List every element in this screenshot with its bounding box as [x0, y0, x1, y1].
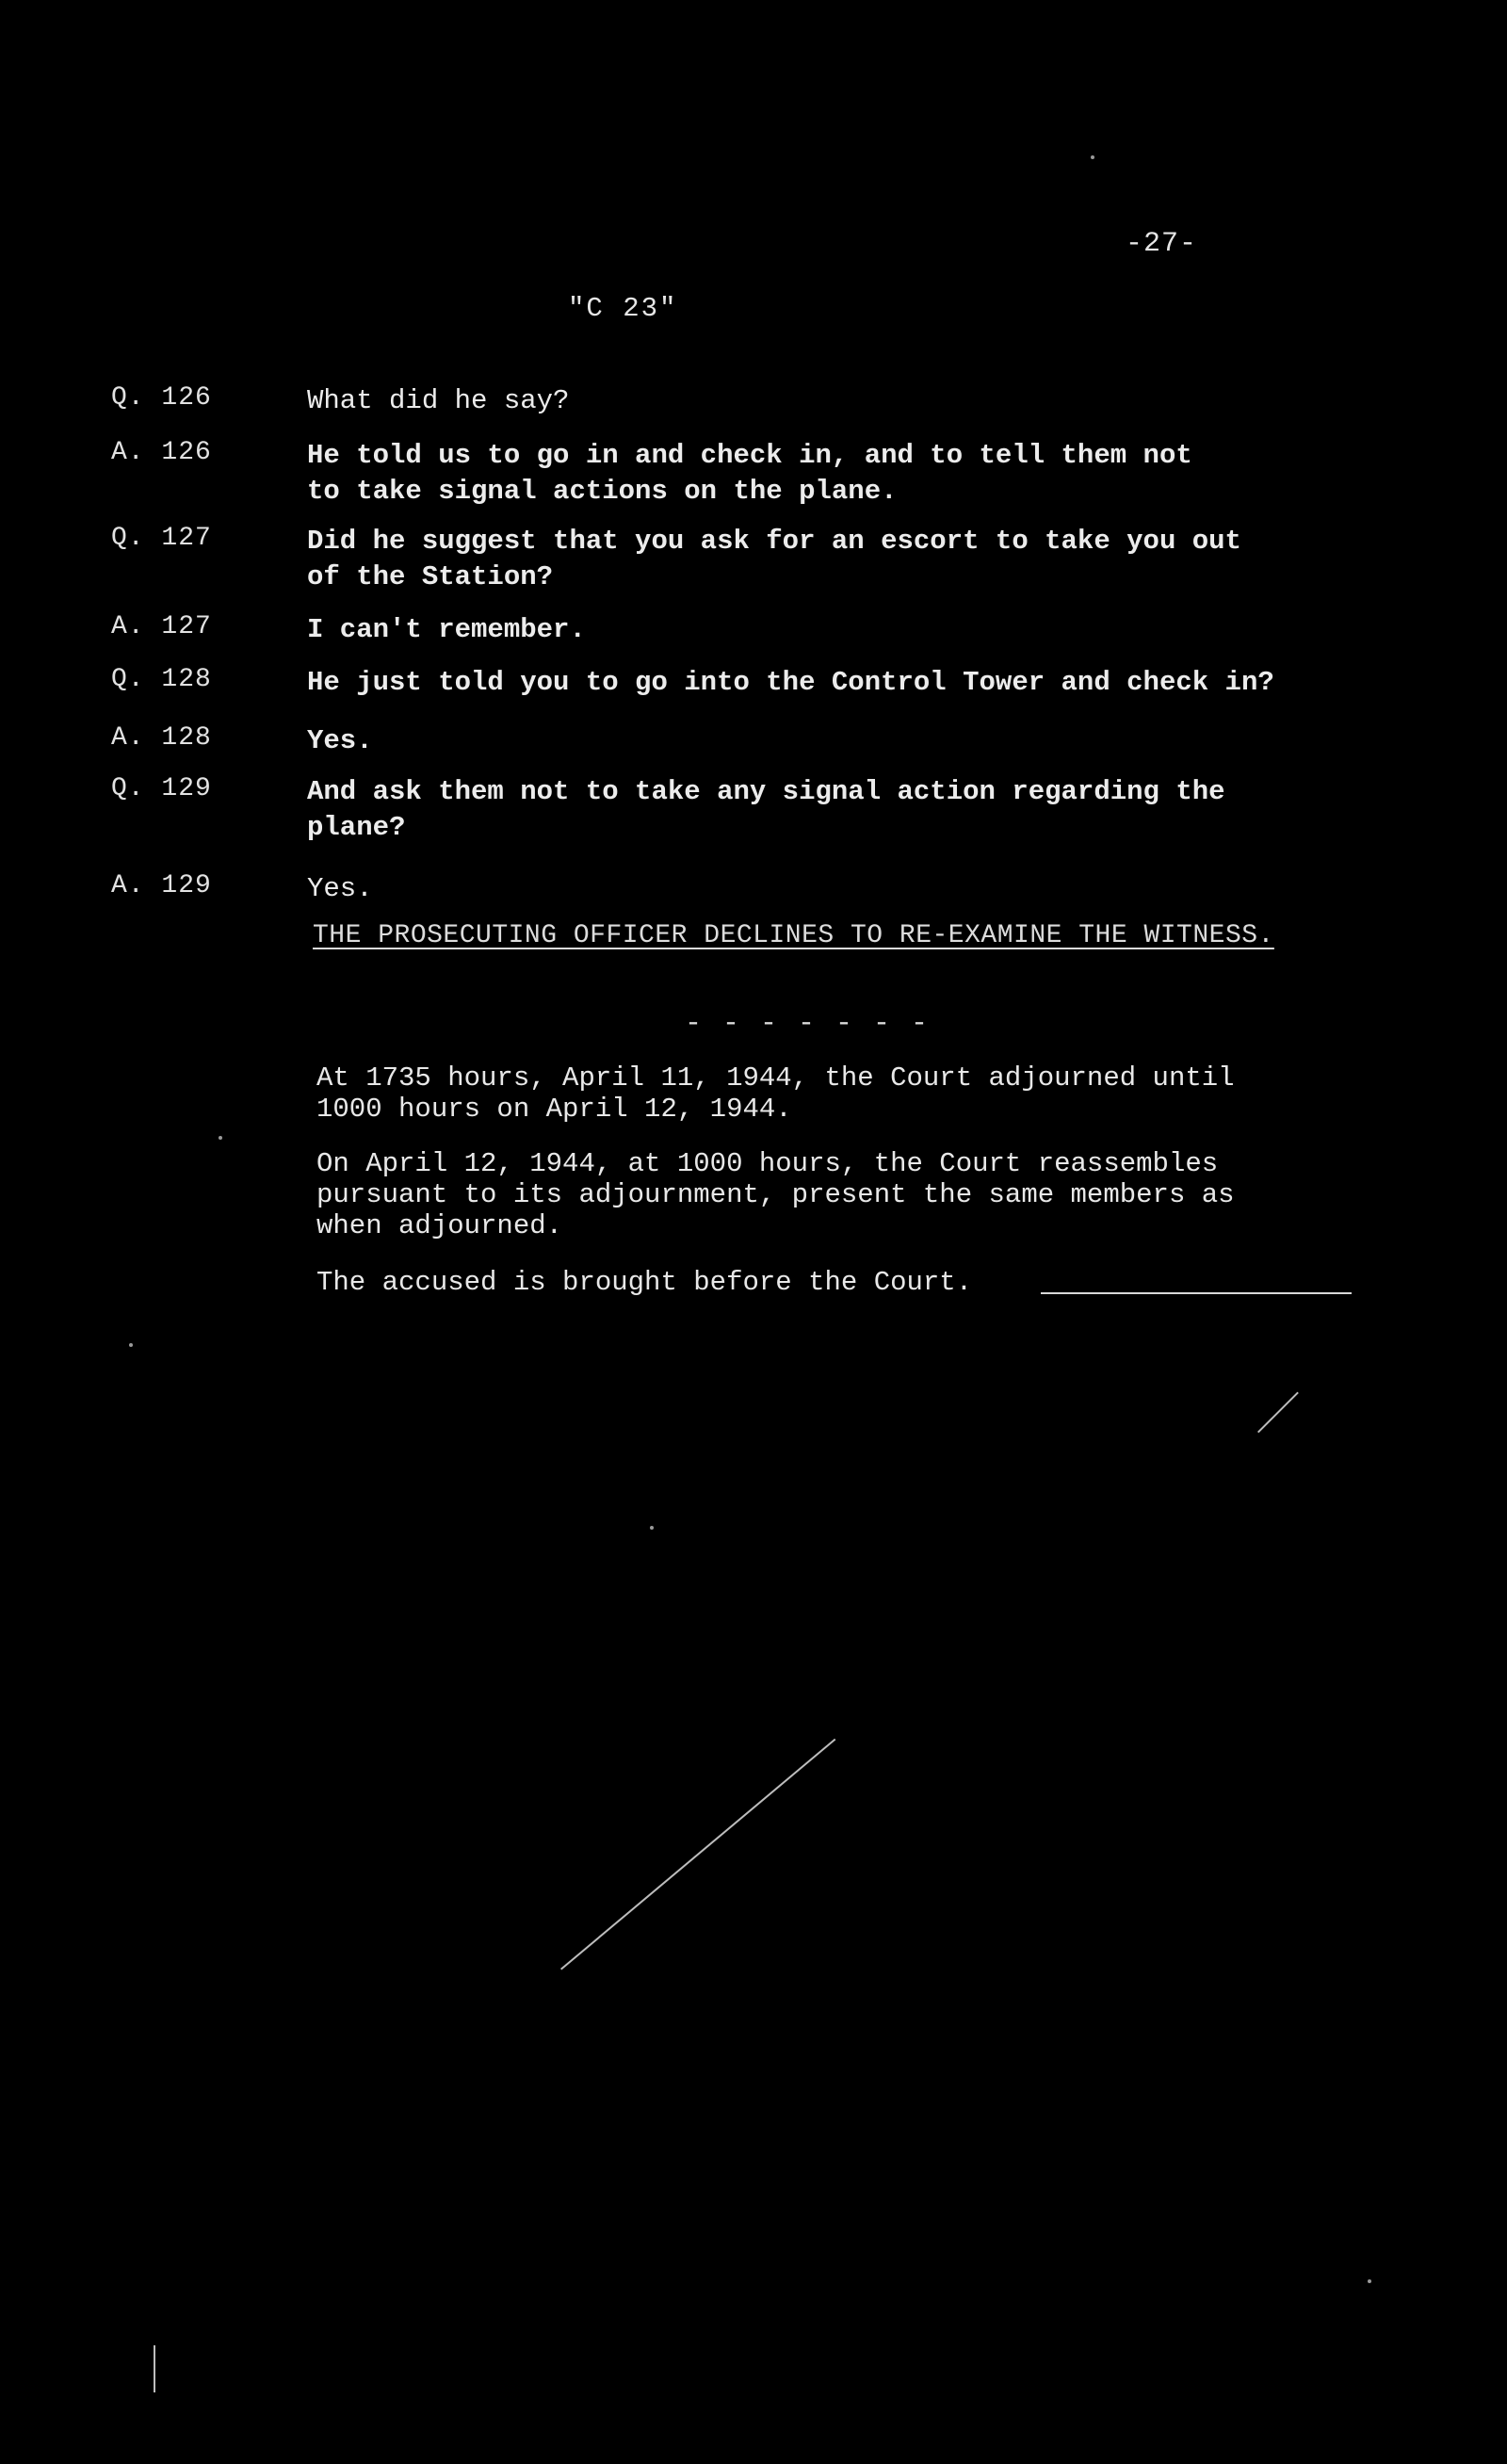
qa-text: Yes.	[307, 725, 373, 756]
qa-text: Did he suggest that you ask for an escort to take you out of the Station?	[307, 526, 1241, 592]
qa-label: Q. 129	[111, 774, 212, 803]
qa-label: Q. 128	[111, 665, 212, 694]
reassembly-paragraph: On April 12, 1944, at 1000 hours, the Court reassembles pursuant to its adjournment, present the same members as when adjourned.	[316, 1148, 1235, 1241]
signature-line	[1041, 1292, 1352, 1294]
adjournment-paragraph: At 1735 hours, April 11, 1944, the Court adjourned until 1000 hours on April 12, 1944.	[316, 1062, 1235, 1125]
scan-speck	[219, 1136, 222, 1140]
scan-speck	[650, 1526, 654, 1530]
qa-label: A. 126	[111, 438, 212, 467]
qa-label: A. 129	[111, 871, 212, 900]
qa-label: A. 128	[111, 723, 212, 753]
accused-paragraph: The accused is brought before the Court.	[316, 1267, 973, 1298]
scan-scratch	[1257, 1392, 1299, 1434]
scan-speck	[1368, 2279, 1371, 2283]
qa-text: And ask them not to take any signal action regarding the plane?	[307, 776, 1225, 843]
scan-scratch	[154, 2345, 155, 2392]
scan-scratch	[560, 1739, 835, 1970]
qa-text: Yes.	[307, 873, 373, 904]
page-number: -27-	[1126, 228, 1198, 260]
qa-text: He told us to go in and check in, and to tell them not to take signal actions on the plane.	[307, 440, 1192, 507]
qa-label: Q. 127	[111, 524, 212, 553]
scan-speck	[129, 1343, 133, 1347]
section-separator: - - - - - - -	[685, 1008, 931, 1040]
qa-text: He just told you to go into the Control Tower and check in?	[307, 667, 1274, 698]
qa-text: I can't remember.	[307, 614, 586, 645]
scan-speck	[1091, 155, 1094, 159]
qa-label: A. 127	[111, 612, 212, 641]
exhibit-label: "C 23"	[568, 293, 678, 324]
qa-label: Q. 126	[111, 383, 212, 413]
prosecuting-statement: THE PROSECUTING OFFICER DECLINES TO RE-EXAMINE THE WITNESS.	[313, 921, 1274, 950]
qa-text: What did he say?	[307, 385, 570, 416]
